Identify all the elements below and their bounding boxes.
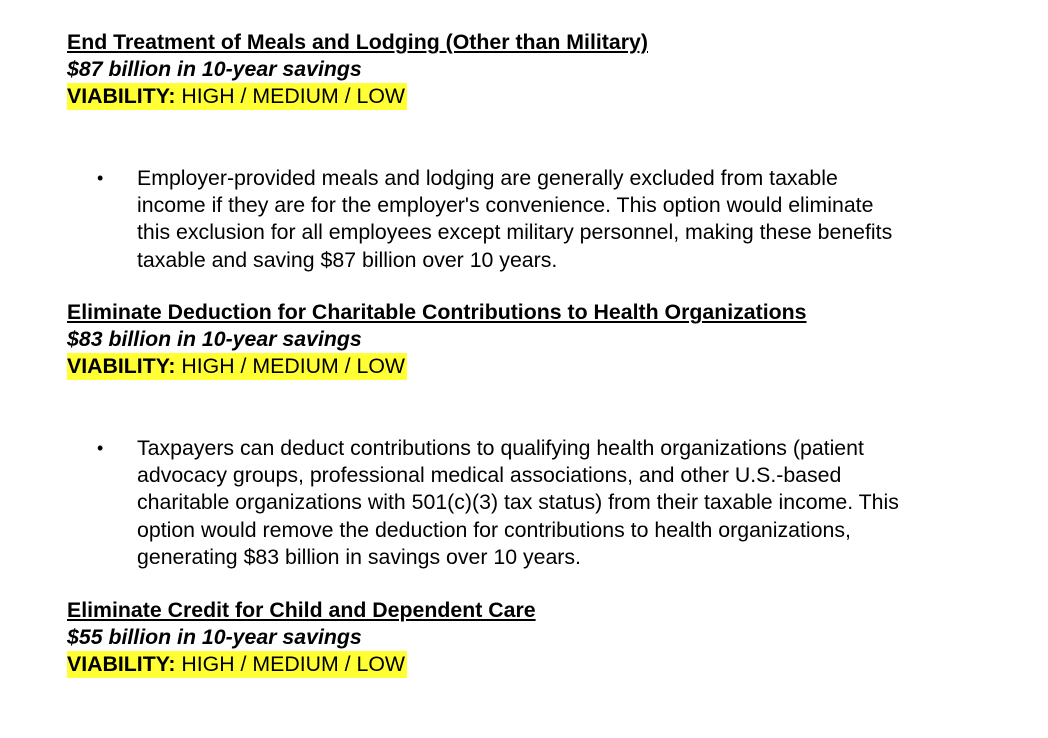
viability-label: VIABILITY: [67, 84, 176, 108]
bullet-icon: • [97, 438, 104, 458]
bullet-line: this exclusion for all employees except military personnel, making these benefits [137, 220, 893, 245]
bullet-line: charitable organizations with 501(c)(3) tax status) from their taxable income. This [137, 490, 899, 515]
bullet-line: taxable and saving $87 billion over 10 years. [137, 247, 558, 272]
bullet-line: generating $83 billion in savings over 10 years. [137, 544, 581, 569]
bullet-line: option would remove the deduction for contributions to health organizations, [137, 517, 851, 542]
viability-line [67, 353, 407, 380]
bullet-line: income if they are for the employer's convenience. This option would eliminate [137, 193, 874, 218]
bullet-line: Employer-provided meals and lodging are generally excluded from taxable [137, 166, 838, 190]
section-savings: $55 billion in 10-year savings [67, 625, 362, 649]
viability-line [67, 651, 407, 678]
bullet-text [137, 435, 997, 571]
bullet-icon: • [97, 168, 104, 188]
viability-options: HIGH / MEDIUM / LOW [181, 84, 405, 108]
section-title: Eliminate Deduction for Charitable Contributions to Health Organizations [67, 300, 807, 324]
viability-label: VIABILITY: [67, 652, 176, 676]
bullet-line: Taxpayers can deduct contributions to qualifying health organizations (patient [137, 436, 864, 460]
section-meals-lodging [67, 29, 1027, 110]
viability-options: HIGH / MEDIUM / LOW [181, 652, 405, 676]
section-savings: $83 billion in 10-year savings [67, 327, 362, 351]
section-title: End Treatment of Meals and Lodging (Other than Military) [67, 30, 648, 54]
viability-line [67, 83, 407, 110]
section-title: Eliminate Credit for Child and Dependent Care [67, 598, 536, 622]
section-charitable-health [67, 299, 1027, 380]
section-savings: $87 billion in 10-year savings [67, 57, 362, 81]
viability-options: HIGH / MEDIUM / LOW [181, 354, 405, 378]
viability-label: VIABILITY: [67, 354, 176, 378]
bullet-text [137, 165, 997, 274]
bullet-line: advocacy groups, professional medical associations, and other U.S.-based [137, 463, 842, 488]
section-child-dependent-care [67, 597, 1027, 678]
